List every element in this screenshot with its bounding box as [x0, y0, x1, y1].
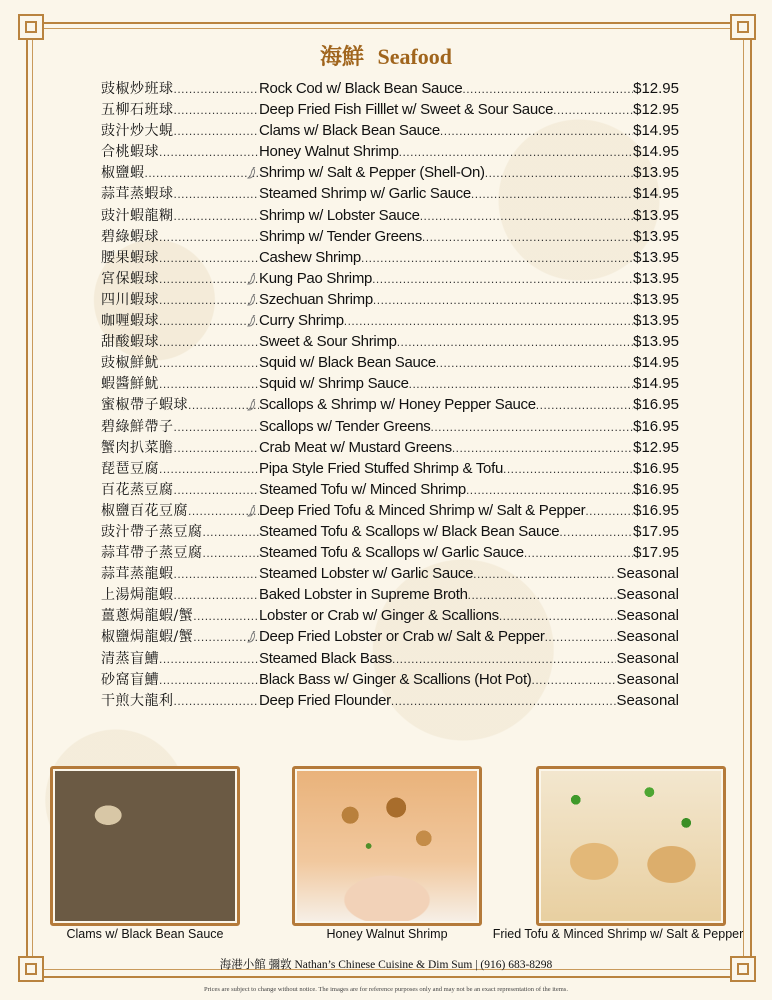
menu-item: [101, 500, 679, 521]
dot-leader: [203, 522, 260, 543]
menu-item: [101, 669, 679, 690]
menu-item-chinese-name: 五柳石班球: [101, 102, 174, 119]
menu-item-english-name: Szechuan Shrimp: [259, 290, 373, 308]
dot-leader: [159, 142, 259, 163]
menu-item-chinese-name: 豉汁帶子蒸豆腐: [101, 523, 203, 540]
menu-item: [101, 289, 679, 310]
pepper-icon: [247, 631, 257, 643]
dot-leader: [203, 543, 260, 564]
menu-item: [101, 458, 679, 479]
menu-item-price: $12.95: [633, 101, 679, 119]
menu-item-left: [101, 417, 259, 438]
dot-leader: [524, 543, 633, 564]
dot-leader: [174, 585, 260, 606]
dot-leader: [159, 332, 259, 353]
menu-item: [101, 542, 679, 563]
dot-leader: [499, 606, 617, 627]
menu-item-chinese-name: 上湯焗龍蝦: [101, 587, 174, 604]
dot-leader: [159, 459, 259, 480]
menu-item-price: $13.95: [633, 312, 679, 330]
menu-item: [101, 416, 679, 437]
menu-item: [101, 605, 679, 626]
menu-item-english-name: Baked Lobster in Supreme Broth: [259, 586, 468, 604]
menu-item-chinese-name: 干煎大龍利: [101, 692, 174, 709]
menu-item-left: [101, 649, 259, 670]
menu-list: [101, 78, 679, 711]
menu-item-english-name: Steamed Lobster w/ Garlic Sauce: [259, 565, 474, 583]
menu-item-english-name: Rock Cod w/ Black Bean Sauce: [259, 80, 463, 97]
menu-item-chinese-name: 腰果蝦球: [101, 249, 159, 266]
dot-leader: [559, 522, 633, 543]
dot-leader: [159, 290, 259, 311]
menu-item-left: [101, 184, 259, 205]
menu-item-price: Seasonal: [616, 565, 679, 583]
dot-leader: [174, 564, 260, 585]
dot-leader: [145, 163, 260, 184]
dot-leader: [399, 142, 633, 163]
menu-item-price: $16.95: [633, 417, 679, 435]
menu-item-chinese-name: 蒜茸帶子蒸豆腐: [101, 545, 203, 562]
pepper-icon: [247, 399, 257, 411]
menu-item: [101, 521, 679, 542]
dot-leader: [436, 353, 633, 374]
menu-item: [101, 690, 679, 711]
dot-leader: [409, 374, 633, 395]
dot-leader: [174, 438, 260, 459]
fine-print: Prices are subject to change without notice. The images are for reference purposes only and may not be an exact representation of the items.: [204, 986, 568, 993]
dot-leader: [159, 227, 259, 248]
menu-item-price: $14.95: [633, 375, 679, 393]
menu-item-left: [101, 670, 259, 691]
menu-item: [101, 373, 679, 394]
dot-leader: [391, 691, 617, 712]
menu-item-price: $16.95: [633, 480, 679, 498]
dot-leader: [193, 606, 259, 627]
dot-leader: [174, 480, 260, 501]
photo-caption: Fried Tofu & Minced Shrimp w/ Salt & Pepper: [492, 927, 744, 941]
dot-leader: [159, 374, 259, 395]
dot-leader: [485, 163, 633, 184]
menu-item-price: $12.95: [633, 438, 679, 456]
menu-item-chinese-name: 蒜茸蒸蝦球: [101, 186, 174, 203]
dot-leader: [462, 79, 633, 100]
dot-leader: [159, 649, 259, 670]
pepper-icon: [247, 505, 257, 517]
menu-item-english-name: Pipa Style Fried Stuffed Shrimp & Tofu: [259, 459, 504, 477]
menu-item-chinese-name: 清蒸盲鰽: [101, 650, 159, 667]
menu-item-price: $14.95: [633, 143, 679, 161]
corner-ornament: [18, 14, 44, 40]
menu-item-price: $14.95: [633, 354, 679, 372]
menu-item: [101, 437, 679, 458]
menu-item-left: [101, 248, 259, 269]
section-title-en: Seafood: [377, 44, 453, 69]
menu-item-left: [101, 501, 259, 522]
dot-leader: [174, 184, 260, 205]
menu-item-price: Seasonal: [616, 691, 679, 709]
menu-item: [101, 563, 679, 584]
menu-item-left: [101, 627, 259, 648]
menu-item-left: [101, 438, 259, 459]
menu-item-english-name: Squid w/ Black Bean Sauce: [259, 354, 436, 372]
menu-item-price: $16.95: [633, 396, 679, 414]
menu-item-left: [101, 522, 259, 543]
menu-item-left: [101, 79, 259, 100]
menu-item-english-name: Squid w/ Shrimp Sauce: [259, 375, 409, 393]
menu-item-english-name: Crab Meat w/ Mustard Greens: [259, 438, 452, 456]
menu-item: [101, 584, 679, 605]
dot-leader: [372, 269, 633, 290]
menu-item-price: $13.95: [633, 290, 679, 308]
dot-leader: [503, 459, 633, 480]
menu-item-price: Seasonal: [616, 628, 679, 646]
pepper-icon: [247, 273, 257, 285]
menu-item-left: [101, 100, 259, 121]
menu-item-english-name: Deep Fried Lobster or Crab w/ Salt & Pepper: [259, 628, 545, 646]
menu-item-chinese-name: 碧綠蝦球: [101, 228, 159, 245]
menu-item: [101, 626, 679, 647]
menu-item: [101, 205, 679, 226]
menu-item-chinese-name: 椒鹽焗龍蝦/蟹: [101, 629, 194, 646]
menu-item-english-name: Lobster or Crab w/ Ginger & Scallions: [259, 607, 499, 625]
menu-item-english-name: Kung Pao Shrimp: [259, 269, 373, 287]
menu-item-english-name: Deep Fried Fish Filllet w/ Sweet & Sour Sauce: [259, 101, 554, 119]
menu-item-price: Seasonal: [616, 586, 679, 604]
menu-item-english-name: Honey Walnut Shrimp: [259, 143, 399, 161]
dot-leader: [174, 691, 260, 712]
menu-item-chinese-name: 甜酸蝦球: [101, 334, 159, 351]
pepper-icon: [247, 167, 257, 179]
menu-item-left: [101, 227, 259, 248]
dot-leader: [344, 311, 633, 332]
menu-item: [101, 352, 679, 373]
menu-item-chinese-name: 豉椒炒班球: [101, 81, 174, 97]
photo-caption: Honey Walnut Shrimp: [326, 927, 448, 941]
pepper-icon: [247, 294, 257, 306]
menu-item-chinese-name: 宮保蝦球: [101, 270, 159, 287]
menu-item-left: [101, 395, 259, 416]
dish-photo-fried-tofu: [536, 766, 726, 926]
menu-item-left: [101, 543, 259, 564]
dot-leader: [159, 248, 259, 269]
menu-item: [101, 247, 679, 268]
menu-item-price: $17.95: [633, 544, 679, 562]
menu-item-english-name: Curry Shrimp: [259, 312, 344, 330]
menu-item-left: [101, 691, 259, 712]
dot-leader: [159, 269, 259, 290]
menu-item-price: $13.95: [633, 206, 679, 224]
menu-item-english-name: Shrimp w/ Lobster Sauce: [259, 206, 420, 224]
dot-leader: [159, 670, 259, 691]
menu-item-price: $16.95: [633, 459, 679, 477]
dish-photo-walnut-shrimp: [292, 766, 482, 926]
menu-item-chinese-name: 砂窩盲鰽: [101, 671, 159, 688]
menu-item-price: $12.95: [633, 80, 679, 97]
dot-leader: [361, 248, 633, 269]
dot-leader: [174, 417, 260, 438]
dot-leader: [174, 121, 260, 142]
menu-item-chinese-name: 琵琶豆腐: [101, 460, 159, 477]
menu-item: [101, 648, 679, 669]
pepper-icon: [247, 315, 257, 327]
menu-item-price: $13.95: [633, 269, 679, 287]
menu-item-chinese-name: 蜜椒帶子蝦球: [101, 397, 188, 414]
menu-item: [101, 226, 679, 247]
menu-item-chinese-name: 豉汁炒大蜆: [101, 123, 174, 140]
dot-leader: [373, 290, 633, 311]
dot-leader: [473, 564, 616, 585]
menu-item-chinese-name: 蒜茸蒸龍蝦: [101, 566, 174, 583]
menu-item-english-name: Steamed Shrimp w/ Garlic Sauce: [259, 185, 471, 203]
menu-item-chinese-name: 椒鹽百花豆腐: [101, 502, 188, 519]
menu-item-chinese-name: 百花蒸豆腐: [101, 481, 174, 498]
menu-item-price: $13.95: [633, 164, 679, 182]
menu-item: [101, 162, 679, 183]
dot-leader: [466, 480, 633, 501]
menu-item: [101, 99, 679, 120]
dot-leader: [468, 585, 617, 606]
menu-item: [101, 183, 679, 204]
menu-item: [101, 479, 679, 500]
dot-leader: [440, 121, 633, 142]
menu-item-price: $13.95: [633, 333, 679, 351]
menu-item-chinese-name: 碧綠鮮帶子: [101, 418, 174, 435]
menu-item: [101, 141, 679, 162]
corner-ornament: [730, 14, 756, 40]
menu-item-left: [101, 121, 259, 142]
menu-item-price: $14.95: [633, 185, 679, 203]
menu-item-left: [101, 332, 259, 353]
section-title-zh: 海鮮: [319, 44, 364, 69]
dot-leader: [545, 627, 617, 648]
dot-leader: [420, 206, 633, 227]
menu-item-left: [101, 353, 259, 374]
menu-item-english-name: Steamed Tofu w/ Minced Shrimp: [259, 480, 466, 498]
menu-item-chinese-name: 蝦醬鮮魷: [101, 376, 159, 393]
menu-item-price: $17.95: [633, 522, 679, 540]
menu-item: [101, 78, 679, 99]
menu-item-chinese-name: 咖喱蝦球: [101, 313, 159, 330]
menu-item-left: [101, 459, 259, 480]
menu-item-price: Seasonal: [616, 649, 679, 667]
menu-item-english-name: Black Bass w/ Ginger & Scallions (Hot Pot): [259, 670, 532, 688]
menu-item-left: [101, 585, 259, 606]
menu-item-left: [101, 480, 259, 501]
dot-leader: [392, 649, 616, 670]
dot-leader: [536, 395, 633, 416]
dot-leader: [159, 311, 259, 332]
menu-item-chinese-name: 椒鹽蝦: [101, 165, 145, 182]
section-title: [0, 40, 772, 71]
menu-item-left: [101, 142, 259, 163]
menu-item-left: [101, 374, 259, 395]
dot-leader: [174, 206, 260, 227]
dot-leader: [174, 79, 260, 100]
menu-item-english-name: Steamed Tofu & Scallops w/ Black Bean Sauce: [259, 522, 560, 540]
menu-item: [101, 394, 679, 415]
photo-caption: Clams w/ Black Bean Sauce: [66, 927, 224, 941]
restaurant-footer: 海港小館 彌敦 Nathan’s Chinese Cuisine & Dim Sum | (916) 683-8298: [219, 959, 553, 971]
menu-item-chinese-name: 四川蝦球: [101, 291, 159, 308]
menu-item-left: [101, 269, 259, 290]
menu-item-english-name: Deep Fried Tofu & Minced Shrimp w/ Salt & Pepper: [259, 501, 586, 519]
menu-item-chinese-name: 蟹肉扒菜膽: [101, 439, 174, 456]
menu-item-english-name: Scallops & Shrimp w/ Honey Pepper Sauce: [259, 396, 536, 414]
menu-item-price: $16.95: [633, 501, 679, 519]
menu-item-price: Seasonal: [616, 670, 679, 688]
menu-item-left: [101, 606, 259, 627]
menu-item-english-name: Shrimp w/ Salt & Pepper (Shell-On): [259, 164, 485, 182]
menu-item-chinese-name: 豉汁蝦龍糊: [101, 207, 174, 224]
menu-item-english-name: Steamed Black Bass: [259, 649, 392, 667]
menu-item-chinese-name: 合桃蝦球: [101, 144, 159, 161]
menu-item-chinese-name: 薑蔥焗龍蝦/蟹: [101, 608, 194, 625]
menu-item-price: Seasonal: [616, 607, 679, 625]
menu-item-left: [101, 206, 259, 227]
menu-item: [101, 310, 679, 331]
menu-item: [101, 268, 679, 289]
menu-item-left: [101, 290, 259, 311]
menu-item-english-name: Sweet & Sour Shrimp: [259, 333, 397, 351]
dot-leader: [585, 501, 633, 522]
menu-item-english-name: Clams w/ Black Bean Sauce: [259, 122, 440, 140]
dot-leader: [430, 417, 633, 438]
dot-leader: [553, 100, 633, 121]
menu-item-chinese-name: 豉椒鮮魷: [101, 355, 159, 372]
menu-item: [101, 120, 679, 141]
menu-item-left: [101, 163, 259, 184]
menu-item-price: $13.95: [633, 248, 679, 266]
menu-item-left: [101, 564, 259, 585]
dot-leader: [397, 332, 633, 353]
menu-item-price: $14.95: [633, 122, 679, 140]
dot-leader: [471, 184, 633, 205]
menu-item-english-name: Shrimp w/ Tender Greens: [259, 227, 422, 245]
dot-leader: [452, 438, 633, 459]
dot-leader: [422, 227, 633, 248]
dot-leader: [174, 100, 260, 121]
menu-item-english-name: Scallops w/ Tender Greens: [259, 417, 431, 435]
menu-item-english-name: Steamed Tofu & Scallops w/ Garlic Sauce: [259, 544, 524, 562]
menu-item-english-name: Deep Fried Flounder: [259, 691, 391, 709]
dot-leader: [532, 670, 617, 691]
dish-photo-clams: [50, 766, 240, 926]
menu-item-left: [101, 311, 259, 332]
dot-leader: [159, 353, 259, 374]
menu-item-price: $13.95: [633, 227, 679, 245]
menu-item-english-name: Cashew Shrimp: [259, 248, 361, 266]
menu-item: [101, 331, 679, 352]
